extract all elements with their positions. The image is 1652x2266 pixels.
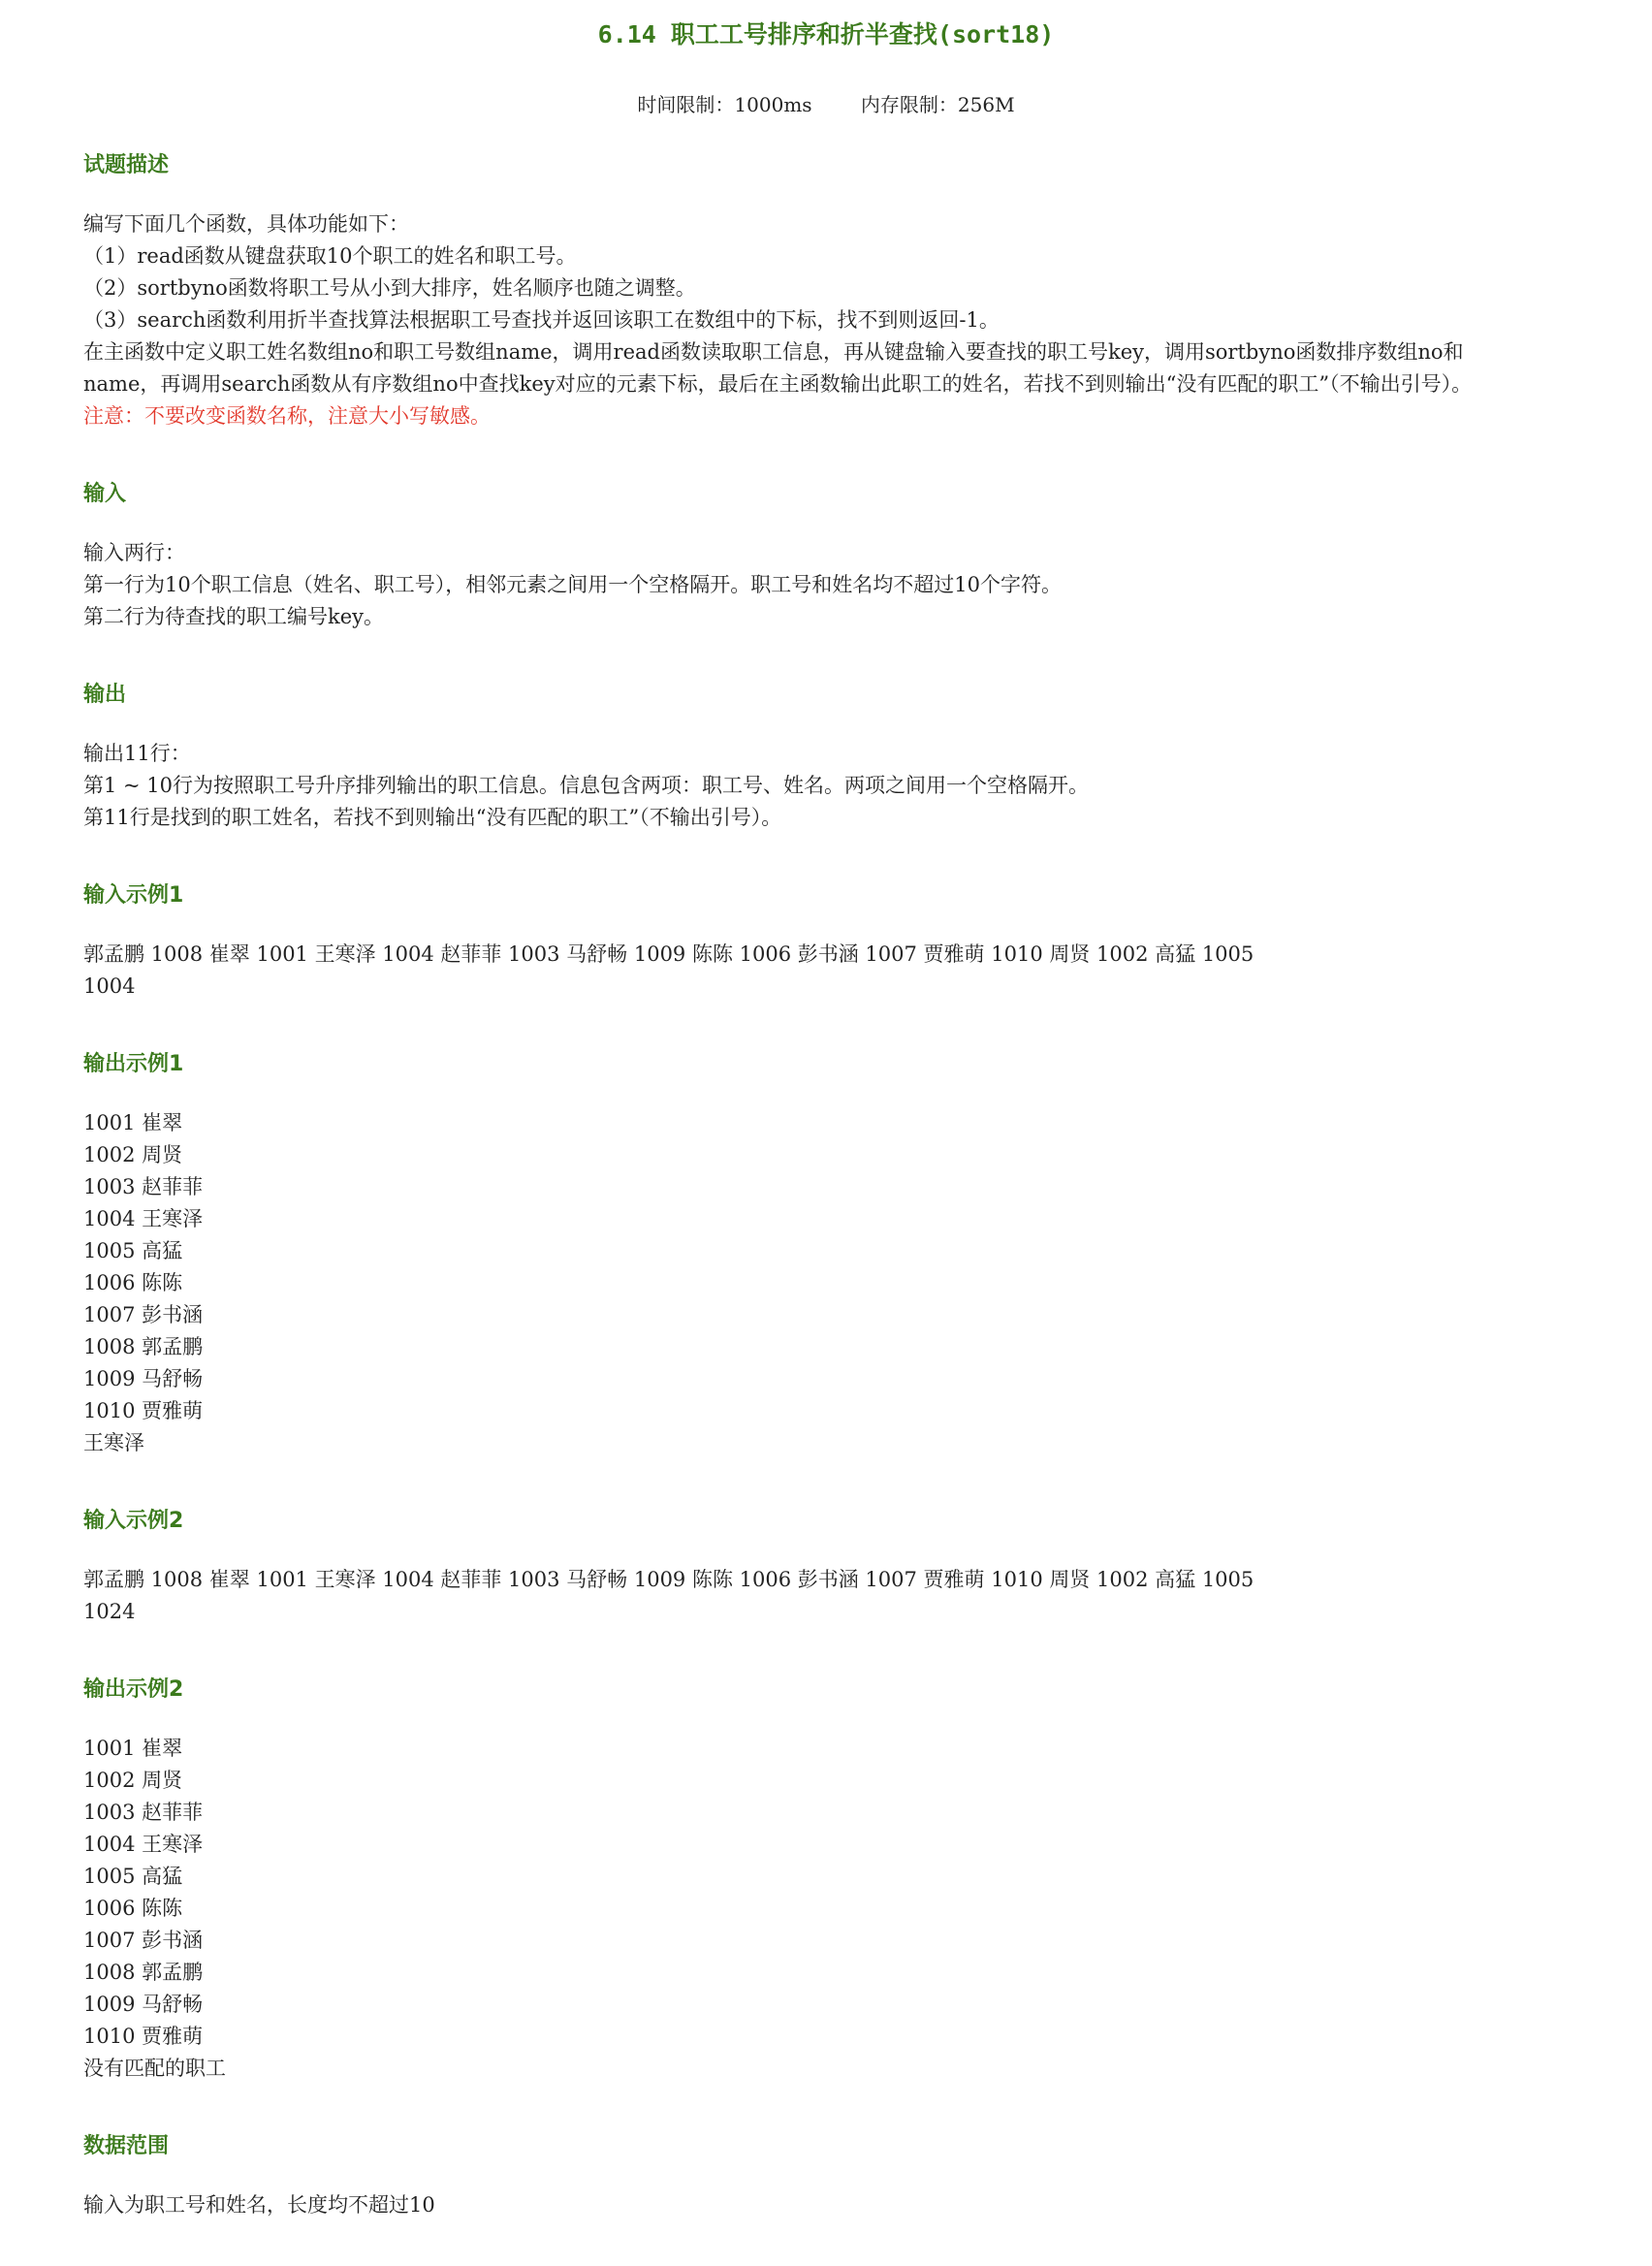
text-line: 1006 陈陈 [83,1271,183,1294]
text-line: 1002 周贤 [83,1143,183,1166]
text-line: 1004 王寒泽 [83,1833,204,1856]
text-line: （1）read函数从键盘获取10个职工的姓名和职工号。 [83,244,577,268]
limits [0,89,1652,117]
section-sample-in1 [83,878,1518,1003]
memory-limit: 内存限制：256M [860,93,1015,116]
text-line: 输入两行： [83,541,185,564]
section-sample-out1 [83,1047,1518,1459]
section-body [83,537,1518,633]
section-heading: 输入 [83,482,127,506]
section-body [83,1733,1518,2085]
text-line: 1010 贾雅萌 [83,1399,204,1422]
text-line: 1009 马舒畅 [83,1993,204,2016]
text-line: 没有匹配的职工 [83,2057,226,2080]
text-line: 第二行为待查找的职工编号key。 [83,605,385,628]
section-sample-in2 [83,1504,1518,1628]
section-heading: 数据范围 [83,2134,170,2158]
section-body [83,738,1518,834]
problem-content [83,148,1518,2266]
section-output [83,678,1518,834]
text-line: 1004 王寒泽 [83,1207,204,1230]
section-heading: 输入示例1 [83,883,184,908]
section-sample-out2 [83,1673,1518,2085]
text-line: （3）search函数利用折半查找算法根据职工号查找并返回该职工在数组中的下标，找不到则返回-1。 [83,308,1000,332]
text-line: 第一行为10个职工信息（姓名、职工号），相邻元素之间用一个空格隔开。职工号和姓名均不超过10个字符。 [83,573,1062,596]
section-body [83,1564,1518,1628]
text-line: 1008 郭孟鹏 [83,1961,204,1984]
text-line: 1002 周贤 [83,1769,183,1792]
text-line: 1001 崔翠 [83,1737,183,1760]
text-line: 第11行是找到的职工姓名，若找不到则输出“没有匹配的职工”（不输出引号）。 [83,806,782,829]
text-line: 1005 高猛 [83,1865,183,1888]
text-line: 郭孟鹏 1008 崔翠 1001 王寒泽 1004 赵菲菲 1003 马舒畅 1009 陈陈 1006 彭书涵 1007 贾雅萌 1010 周贤 1002 高猛 1005 [83,942,1255,966]
text-line: 1007 彭书涵 [83,1929,204,1952]
text-line: 1004 [83,974,136,998]
text-line: 1001 崔翠 [83,1111,183,1134]
text-line: 1024 [83,1600,136,1623]
section-body [83,208,1518,432]
text-line: 郭孟鹏 1008 崔翠 1001 王寒泽 1004 赵菲菲 1003 马舒畅 1009 陈陈 1006 彭书涵 1007 贾雅萌 1010 周贤 1002 高猛 1005 [83,1568,1255,1591]
text-line: 1005 高猛 [83,1239,183,1262]
section-body [83,939,1518,1003]
text-line: 在主函数中定义职工姓名数组no和职工号数组name，调用read函数读取职工信息，再从键盘输入要查找的职工号key，调用sortbyno函数排序数组no和name，再调用search函数从有序数组no中查找key对应的元素下标，最后在主函数输出此职工的姓名，若找不到则输出“没有匹配的职工”（不输出引号）。 [83,340,1473,396]
section-body [83,1107,1518,1459]
section-heading: 输入示例2 [83,1509,184,1533]
text-line: 1003 赵菲菲 [83,1175,204,1198]
text-line: （2）sortbyno函数将职工号从小到大排序，姓名顺序也随之调整。 [83,276,696,300]
warning-note: 注意：不要改变函数名称，注意大小写敏感。 [83,404,491,428]
text-line: 1008 郭孟鹏 [83,1335,204,1358]
text-line: 编写下面几个函数，具体功能如下： [83,212,409,236]
section-desc [83,148,1518,432]
section-range [83,2129,1518,2221]
section-heading: 输出示例2 [83,1677,184,1702]
text-line: 1009 马舒畅 [83,1367,204,1390]
problem-title: 6.14 职工工号排序和折半查找(sort18) [597,20,1055,48]
section-heading: 输出 [83,683,127,707]
text-line: 1003 赵菲菲 [83,1801,204,1824]
text-line: 输出11行： [83,742,191,765]
section-heading: 输出示例1 [83,1052,184,1076]
text-line: 输入为职工号和姓名，长度均不超过10 [83,2193,435,2217]
text-line: 王寒泽 [83,1431,144,1454]
section-body [83,2189,1518,2221]
section-heading: 试题描述 [83,153,170,177]
section-input [83,477,1518,633]
time-limit: 时间限制：1000ms [637,93,812,116]
text-line: 1010 贾雅萌 [83,2025,204,2048]
text-line: 第1 ~ 10行为按照职工号升序排列输出的职工信息。信息包含两项：职工号、姓名。两项之间用一个空格隔开。 [83,774,1090,797]
text-line: 1006 陈陈 [83,1897,183,1920]
text-line: 1007 彭书涵 [83,1303,204,1326]
